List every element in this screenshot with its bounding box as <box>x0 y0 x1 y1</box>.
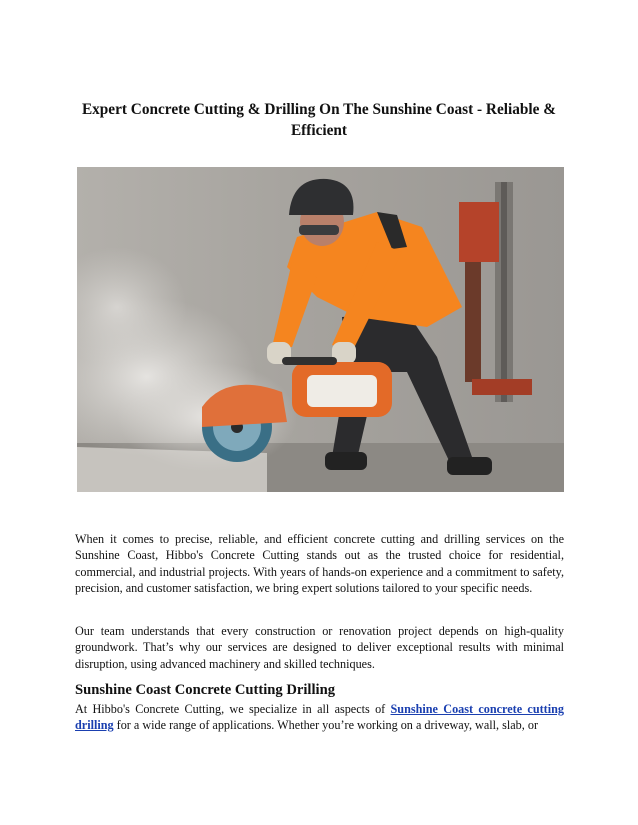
section-heading: Sunshine Coast Concrete Cutting Drilling <box>75 682 336 698</box>
page-title: Expert Concrete Cutting & Drilling On The Sunshine Coast - Reliable & Efficient <box>81 101 557 139</box>
specialize-paragraph <box>75 701 564 734</box>
paragraph-text-before-link: At Hibbo's Concrete Cutting, we specialize in all aspects of <box>75 702 391 716</box>
intro-paragraph: When it comes to precise, reliable, and efficient concrete cutting and drilling services on the Sunshine Coast, Hibbo's Concrete Cutting stands out as the trusted choice for residential, commercial, and industrial projects. With years of hands-on experience and a commitment to safety, precision, and customer satisfaction, we bring expert solutions tailored to your specific needs. <box>75 532 564 595</box>
concrete-cutting-drilling-link[interactable]: Sunshine Coast concrete cutting drilling <box>75 702 564 733</box>
worker-cutting-concrete-illustration <box>77 167 564 492</box>
team-paragraph: Our team understands that every construction or renovation project depends on high-quality groundwork. That’s why our services are designed to deliver exceptional results with minimal disruption, using advanced machinery and skilled techniques. <box>75 624 564 671</box>
hero-photo <box>77 167 564 492</box>
paragraph-text-after-link: for a wide range of applications. Whether you’re working on a driveway, wall, slab, or <box>113 718 538 733</box>
